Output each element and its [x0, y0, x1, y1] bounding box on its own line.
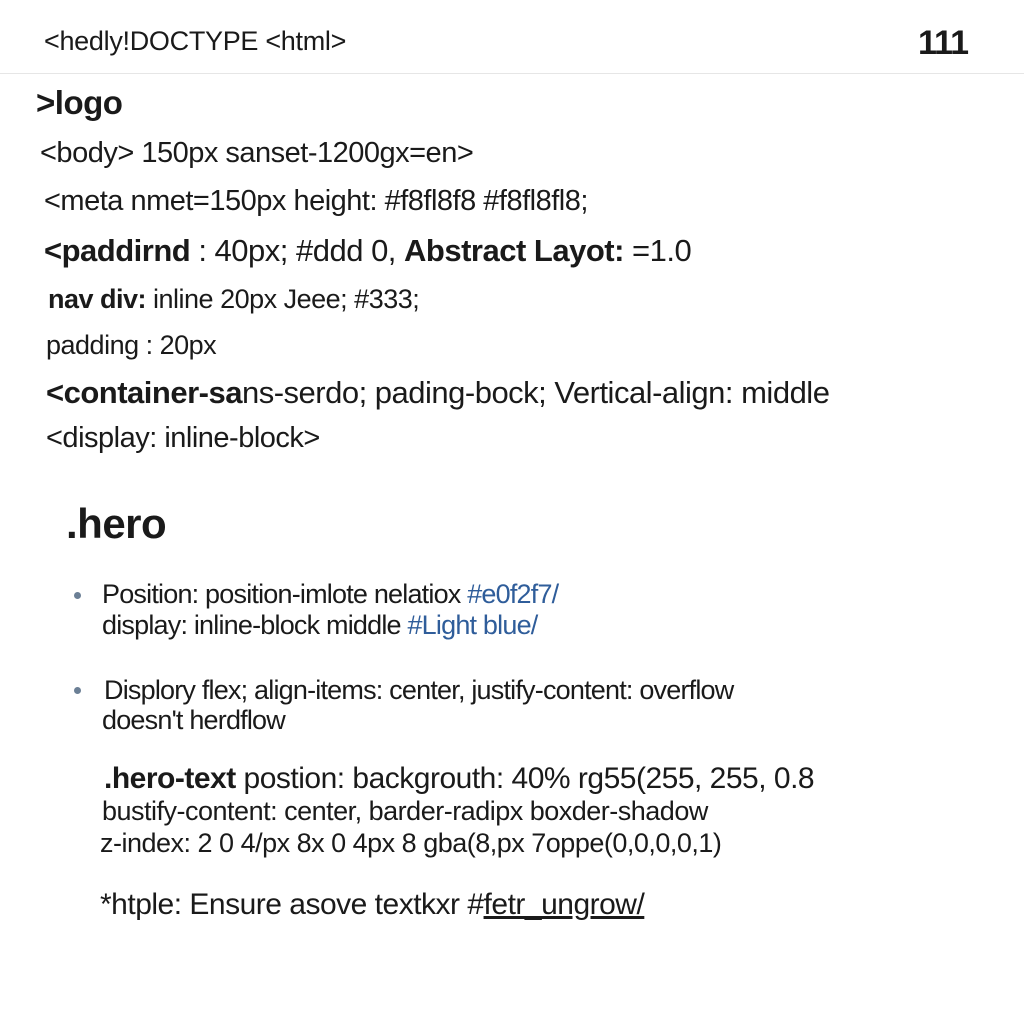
padding-label: <paddirnd [44, 233, 191, 268]
logo-line: >logo [36, 84, 123, 121]
header-title: <hedly!DOCTYPE <html> [44, 26, 347, 56]
header-bar [0, 0, 1024, 74]
note-underlined: fetr_ungrow/ [483, 888, 645, 921]
nav-label: nav div: [48, 284, 147, 314]
bullet-2-line-2: doesn't herdflow [102, 705, 285, 735]
bullet-2-line-1: Displory flex; align-items: center, justify-content: overflow [104, 675, 734, 705]
bullet-1-line-2-text: display: inline-block middle [102, 610, 408, 640]
hero-text-line-1 [104, 762, 814, 796]
container-line [46, 375, 829, 411]
bullet-1-line-1 [102, 579, 558, 610]
note-prefix: *htple: Ensure asove textkxr # [100, 888, 484, 921]
bullet-dot-icon [74, 592, 81, 599]
hero-text-label: .hero-text [104, 762, 236, 795]
bullet-1-line-1-color: #e0f2f7/ [467, 579, 559, 609]
container-value: ns-serdo; pading-bock; Vertical-align: middle [241, 375, 830, 410]
bullet-1-line-1-text: Position: position-imlote nelatiox [102, 579, 468, 609]
hero-text-line-1-rest: postion: backgrouth: 40% rg55(255, 255, 0.8 [235, 762, 815, 795]
abstract-layout-label: Abstract Layot: [404, 233, 624, 268]
padding-value: : 40px; #ddd 0, [190, 233, 405, 268]
padding-line [44, 233, 691, 269]
body-line: <body> 150px sanset-1200gx=en> [40, 137, 474, 169]
bullet-1-line-2-color: #Light blue/ [407, 610, 538, 640]
bullet-1-line-2 [102, 610, 537, 641]
abstract-layout-value: =1.0 [623, 233, 692, 268]
hero-heading: .hero [66, 500, 167, 547]
container-label: <container-sa [46, 375, 242, 410]
note-line [100, 888, 644, 922]
nav-line [48, 284, 419, 315]
display-line: <display: inline-block> [46, 422, 320, 454]
header-badge: 111 [918, 24, 968, 62]
nav-value: inline 20px Jeee; #333; [146, 284, 420, 314]
padding2-line: padding : 20px [46, 330, 217, 360]
hero-text-line-3: z-index: 2 0 4/px 8x 0 4px 8 gba(8,px 7oppe(0,0,0,0,1) [100, 828, 722, 858]
hero-text-line-2: bustify-content: center, barder-radipx boxder-shadow [102, 796, 708, 826]
meta-line: <meta nmet=150px height: #f8fl8f8 #f8fl8fl8; [44, 185, 588, 217]
bullet-dot-icon [74, 687, 81, 694]
